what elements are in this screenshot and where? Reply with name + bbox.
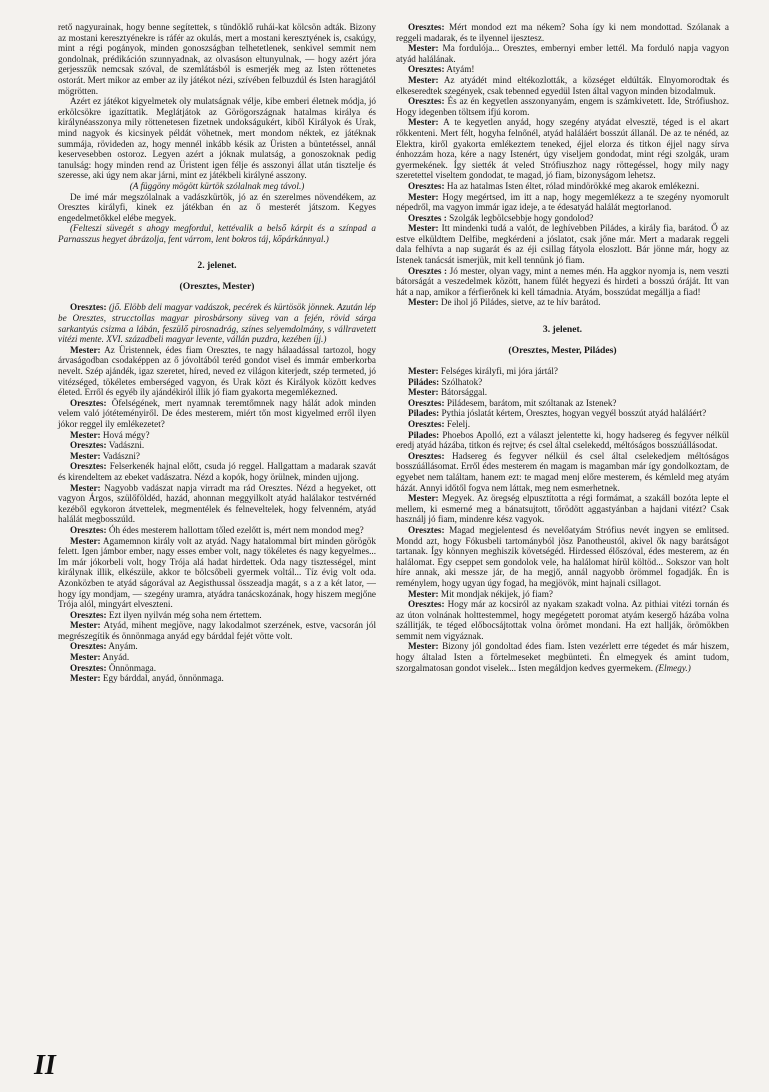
dialogue-text: Agamemnon király volt az atyád. Nagy hatalommal bírt minden görögök felett. Igen jámbor ember, nagy esses ember volt, nagy tökéletes és nagy kegyelmes... Im már jókorbeli volt, hogy Trója alá hadat hirdettek. Oda nagy tisztességel, mint királynak illik, elkészüle, akkor te bölcsőbeli gyermek voltál... Tíz évig volt oda. Azonközben te atyád ságorával az Aegisthussal összeadja magát, s a z a két lator, — hogy így mondjam, — szegény uramra, atyádra tanácskozának, hogy hiszem megjőne Trója alól, mingyárt elveszteni. <box>58 535 376 610</box>
speaker-name: Oresztes: <box>408 22 445 32</box>
dialogue-text: Önnönmaga. <box>108 662 157 673</box>
dialogue-text: Hová mégy? <box>102 429 150 440</box>
dialogue-text: Szolgák legbölcsebbje hogy gondolod? <box>449 212 594 223</box>
scene-title: 2. jelenet. <box>197 260 237 272</box>
speaker-name: Pilades: <box>408 429 440 440</box>
dialogue-line <box>396 525 729 589</box>
speaker-name: Oresztes: <box>70 609 107 620</box>
dialogue-line <box>396 377 729 388</box>
dialogue-line <box>396 192 729 213</box>
dialogue-text: Itt mindenki tudá a valót, de leghívebben Piládes, a király fia, barátod. Ő az estve elküldtem Delfibe, megkérdeni a jóslatot, csak jőne már. Mert a madarak reggeli dala felhívta a nap sugarát és az éji csillag fátyola eloszlott. Bár jönne már, hogy az Istenek tanácsát ismerjük, mit kell tennünk jó fiam. <box>396 223 729 266</box>
speaker-name: Oresztes: <box>408 450 445 461</box>
speaker-name: Mester: <box>408 588 439 599</box>
speaker-name: Mester: <box>408 191 439 202</box>
speaker-name: Oresztes: <box>70 440 107 451</box>
left-column <box>58 22 376 684</box>
dialogue-text: Egy bárddal, anyád, önnönmaga. <box>102 673 224 684</box>
speaker-name: Oresztes : <box>408 265 448 276</box>
dialogue-text: Bizony jól gondoltad édes fiam. Isten vezérlett erre tégedet és már hiszem, hogy általad Isten a förtelmeseket megbünteti. Én elmegyek és amint tudom, szorgalmatosan gondot viselek... Isten megáldjon kedves gyermekem. <box>396 641 730 673</box>
speaker-name: Oresztes: <box>70 461 107 472</box>
dialogue-line <box>58 440 376 451</box>
speaker-name: Oresztes: <box>70 302 107 313</box>
dialogue-line <box>396 408 729 419</box>
dialogue-text: Óh édes mesterem hallottam tőled ezelőtt is, mért nem mondod meg? <box>108 524 364 535</box>
dialogue-text: De ihol jő Piládes, sietve, az te hív barátod. <box>440 297 601 308</box>
speaker-name: Mester: <box>408 223 439 234</box>
dialogue-line <box>58 673 376 684</box>
speaker-name: Mester: <box>408 387 439 398</box>
dialogue-text: Anyám. <box>108 641 138 652</box>
dialogue-line <box>396 451 729 493</box>
dialogue-line <box>58 430 376 441</box>
speaker-name: Mester: <box>408 297 439 308</box>
dialogue-text: Anyád. <box>102 652 130 663</box>
dialogue-text: Az Üristennek, édes fiam Oresztes, te nagy hálaadással tartozol, hogy árvaságodban csodaképpen az ő jóvoltából teréd gondot visel és immár emberkorba nevelt. Szép ajándék, igaz szeretet, híred, neved ez világon kiterjedt, szép termeted, jó vitézséged, tökéletes emberséged vagyon, és Urak közt és Királyok között kedves életed. Erről és egyéb ily ajándékiról illik jó fiam gyakorta megemlékezned. <box>58 344 377 398</box>
speaker-name: Mester: <box>408 43 439 54</box>
scene-cast: (Oresztes, Mester, Piládes) <box>508 345 617 357</box>
dialogue-line <box>396 64 729 75</box>
dialogue-line <box>396 493 729 525</box>
dialogue-line <box>396 22 729 43</box>
speaker-name: Oresztes: <box>408 599 445 610</box>
dialogue-text: Phoebos Apolló, ezt a választ jelentette ki, hogy hadsereg és fegyver nélkül eredj atyád házába, titkon és rejtve; és csel által cselekedd, méltóságos bosszúállásodat. <box>396 429 730 451</box>
speaker-name: Mester: <box>70 620 101 631</box>
speaker-name: Mester: <box>408 641 439 652</box>
dialogue-line <box>396 297 729 308</box>
speaker-name: Oresztes: <box>408 64 445 75</box>
dialogue-text: Ezt ilyen nyilván még soha nem értettem. <box>108 609 262 620</box>
dialogue-text: Magad megjelentesd és nevelőatyám Strófius nevét ingyen se emlitsed. Mondd azt, hogy Fókusbeli tartományból jösz Panotheustól, akivel ők nagy barátságot tartanak. Így könnyen meghiszik követségéd. Hirdessed élőszóval, édes mesterem, az én halálomat. Egy cseppet sem gondolok vele, ha halálomat hírül költöd... Sokszor van holt híre annak, aki messze jár, de ha megjő, annál nagyobb örömmel fogadják. Én is reménylem, hogy ugyan úgy fogad, ha megjövök, mint hajnali csillagot. <box>396 524 729 588</box>
speaker-name: Oresztes: <box>70 524 107 535</box>
dialogue-line <box>58 483 376 525</box>
dialogue-text: Atyám! <box>446 64 475 75</box>
dialogue-text: A te kegyetlen anyád, hogy szegény atyádat elvesztë, téged is el akart rőkkenteni. Mert félt, hogyha felnőnél, atyád haláláért bosszút állanál. De az te nénéd, az Elektra, kiről gyakorta emlékeztem teneked, éjjel elorzа és titkon éjjel nagy sírva énhozzám hoza, kére a nagy Istenért, úgy viseljem gondodat, mint régi szolgák, uram gyermekének. Így siették át veled Strófiuszhoz nagy röttegéssel, hogy mily nagy szeretettel viseltem gondodat, te magad, jó fiam, bizonyságom lehetsz. <box>396 117 729 181</box>
dialogue-line <box>58 652 376 663</box>
dialogue-text: Hogy már az kocsiról az nyakam szakadt volna. Az pithiai vitézi tornán és az úton volnának holttestemmel, hogy megégetett poromat atyám kesergő házába volna szállitják, te téged előbocsájtottak volna örömet mondani. Ha ezt hallják, örömökben semmit nem vigyáznak. <box>396 599 730 641</box>
scene-title: 3. jelenet. <box>542 324 583 336</box>
dialogue-line <box>58 525 376 536</box>
dialogue-text: Hadsereg és fegyver nélkül és csel által cselekedjem méltóságos bosszúállásomat. Erről édes mesterem én magam is magamban már így gondolkoztam, de egyebet nem találtam, hanem ezt: te magad menj előre mesterem, és kémleld meg atyám házát. Annyi időtől fogva nem láttak, meg nem esmerhetnek. <box>396 450 730 493</box>
speaker-name: Oresztes: <box>408 180 445 191</box>
speaker-name: Mester: <box>70 652 101 663</box>
dialogue-line <box>58 610 376 621</box>
speaker-name: Piládes: <box>408 376 440 387</box>
right-column <box>396 22 729 673</box>
dialogue-text: Mért mondod ezt ma nékem? Soha így ki nem mondottad. Szólanak a reggeli madarak, és te ilyennel ijesztesz. <box>396 22 730 43</box>
dialogue-block <box>396 22 729 308</box>
speaker-name: Oresztes : <box>408 212 447 223</box>
dialogue-text: És az én kegyetlen asszonyanyám, engem is számkivetett. Ide, Strófiushoz. Hogy idegenben töltsem ifjú korom. <box>396 96 730 117</box>
speaker-name: Mester: <box>408 366 439 377</box>
dialogue-text: Szólhatok? <box>441 376 483 387</box>
dialogue-line <box>396 181 729 192</box>
speaker-name: Mester: <box>408 117 439 128</box>
speaker-name: Oresztes: <box>408 397 445 408</box>
speaker-name: Oresztes: <box>408 96 445 107</box>
dialogue-text: Mit mondjak nékijek, jó fiam? <box>440 588 553 599</box>
dialogue-line <box>396 223 729 265</box>
dialogue-line <box>396 430 729 451</box>
dialogue-text: Felséges királyfi, mi jóra jártál? <box>440 366 559 377</box>
dialogue-line <box>58 398 376 430</box>
speaker-name: Oresztes: <box>408 419 445 429</box>
stage-direction: (A függöny mögött kürtök szólalnak meg távol.) <box>129 180 305 191</box>
speaker-name: Mester: <box>408 74 439 85</box>
dialogue-line <box>396 213 729 224</box>
page-number: II <box>34 1050 56 1081</box>
dialogue-line <box>396 43 729 64</box>
intro-paragraph: De imé már megszólalnak a vadászkürtök, jó az én szerelmes növendékem, az Oresztes királyfi, kinek ez játékban én az ő mesterét játszom. Kegyes engedelmetőkkel elébe megyek. <box>58 191 376 223</box>
speaker-name: Oresztes: <box>70 641 107 652</box>
dialogue-line <box>396 96 729 117</box>
dialogue-line <box>396 387 729 398</box>
intro-paragraph: Azért ez játékot kigyelmetek oly mulatságnak vélje, kibe emberi életnek módja, jó erkölcsökre igazíttatik. Meglátjátok az Görögországnak hatalmas királya és királynéasszonya mily röttenetesen fizetnek undokságukért, kiből Királyok és Urak, mind nagyok és kicsinyek példát vöhetnek, mert mondom néktek, ez játéknak summája, rövideden az, hogy mennél inkább késik az Üristen a büntetéssel, annál keservesebben ostoroz. Legyen azért a jóknak mulatság, a gonoszoknak pedig tanulság: hogy minden rend az Üristent igen félje és asszonyi állat után tisztelje és szeresse, aki úgy nem akar járni, mint ez játékbeli királyné asszony. <box>58 96 376 181</box>
dialogue-text: Vadászni? <box>102 450 140 461</box>
scene-cast: (Oresztes, Mester) <box>179 281 255 293</box>
dialogue-text: Ha az hatalmas Isten éltet, rólad mindörökké meg akarok emlékezni. <box>446 180 700 191</box>
dialogue-line <box>58 663 376 674</box>
dialogue-line <box>396 419 729 430</box>
dialogue-line <box>396 117 729 181</box>
dialogue-line <box>58 461 376 482</box>
dialogue-text: Megyek. Az öregség elpusztította a régi formámat, a szakáll bozóta lepte el mellem, ki esmerné meg a bánatsujtott, tőrödött aggastyánban a hajdani vitézt? Csak használj jó fiam, mindenre kész vagyok. <box>396 493 729 525</box>
dialogue-text: (jő. Elöbb deli magyar vadászok, pecérek és kürtösök jönnek. Azután lép be Oresztes, strucctollas magyar pirosbársony süveg van a fején, rövid sárga sarkantyús csizma a lábán, feszülő pirosnadrág, színes selyemdolmány, s vállravetett vitézi mente. XVI. századbeli magyar levente, vállán puzdra, kezében íjj.) <box>58 302 376 345</box>
dialogue-text: Bátorsággal. <box>440 387 488 398</box>
speaker-name: Mester: <box>408 493 439 504</box>
dialogue-line <box>58 620 376 641</box>
speaker-name: Oresztes: <box>408 524 445 535</box>
speaker-name: Mester: <box>70 344 101 355</box>
speaker-name: Oresztes: <box>70 397 107 408</box>
dialogue-text: Ma fordulója... Oresztes, embernyi ember lettél. Ma forduló napja vagyon atyád halálának. <box>396 43 730 64</box>
dialogue-line <box>58 641 376 652</box>
speaker-name: Mester: <box>70 535 101 546</box>
speaker-name: Oresztes: <box>70 662 107 673</box>
dialogue-text: Jó mester, olyan vagy, mint a nemes mén. Ha aggkor nyomja is, nem veszti bátorságát a veszedelmek között, hanem fülét hegyezi és hirdeti a bosszú óráját. Itt van hát a nap, amikor a férfierőnek ki kell támadnia. Atyám, bosszúdat megállja a fiad! <box>396 265 729 297</box>
dialogue-line <box>396 75 729 96</box>
dialogue-text: Felserkenék hajnal előtt, csuda jó reggel. Hallgattam a madarak szavát és kirendeltem az ebeket vadászatra. Nézd a kopók, hogy örülnek, minden ujjong. <box>58 461 377 482</box>
dialogue-line <box>58 345 376 398</box>
dialogue-block <box>58 302 376 683</box>
dialogue-text: Piládesem, barátom, mit szóltanak az Istenek? <box>446 397 617 408</box>
dialogue-line <box>58 451 376 462</box>
stage-direction: (Felteszi süvegét s ahogy megfordul, kettévalik a belső kárpit és a színpad a Parnasszus hegyet ábrázolja, fent várrom, lent bokros táj, kőpárkánnyal.) <box>58 223 376 244</box>
dialogue-line <box>396 641 729 673</box>
dialogue-text: Vadászni. <box>108 440 145 451</box>
stage-direction: (Elmegy.) <box>655 662 691 673</box>
dialogue-text: Az atyádét mind eltékozlották, a községet eldúlták. Elnyomorodtak és elkeseredtek szegények, csak tebenned egyedül Isten által vagyon minden bizodalmuk. <box>396 74 729 96</box>
speaker-name: Pilades: <box>408 408 440 419</box>
dialogue-line <box>58 536 376 610</box>
speaker-name: Mester: <box>70 450 101 461</box>
dialogue-text: Hogy megértsed, im itt a nap, hogy megemlékezz a te szegény nyomorult népedről, ma vagyon immár igaz ideje, a te édesatyád halálát megtorlanod. <box>396 191 730 213</box>
dialogue-line <box>396 599 729 641</box>
dialogue-block <box>396 366 729 673</box>
speaker-name: Mester: <box>70 429 101 440</box>
dialogue-line <box>396 398 729 409</box>
dialogue-text: Atyád, mihent megjöve, nagy lakodalmot szerzének, estve, vacsorán jól megrészegítik és önnönmaga anyád egy bárddal fejét vötte volt. <box>58 620 376 641</box>
speaker-name: Mester: <box>70 673 101 684</box>
dialogue-text: Felelj. <box>446 419 471 429</box>
dialogue-text: Nagyobb vadászat napja virradt ma rád Oresztes. Nézd a hegyeket, ott vagyon Árgos, szülőföldéd, hazád, ahonnan meggyilkolt atyád halálakor testvérnéd kezéből egykoron átvettelek, megmentélek és felneveltelek, hogy felvenném, atyád halálát megbosszúld. <box>58 482 376 525</box>
speaker-name: Mester: <box>70 482 101 493</box>
dialogue-text: Öfelségének, mert nyamnak teremtőmnek nagy hálát adok minden velem való jótéteményiről. De édes mesterem, miért tőn most kigyelmed erről ilyen jókor reggel ily emlékezetet? <box>58 397 376 429</box>
dialogue-line <box>396 589 729 600</box>
dialogue-line <box>396 266 729 298</box>
dialogue-text: Pythia jóslatát kértem, Oresztes, hogyan vegyél bosszút atyád haláláért? <box>441 408 707 419</box>
dialogue-line <box>396 366 729 377</box>
intro-paragraph: rető nagyurainak, hogy benne segítettek, s tündöklő ruhái-kat kölcsön adták. Bizony az mostani keresztyénekre is ráfér az okulás, mert a mostani keresztyének is, csakúgy, mint a régi pogányok, minden gonoszságban telhetetlenek, senkivel semmit nem gondolnak, prédikáción szunnyadnak, az olvasáson eltunyulnak, — hogy azért jóra gerjesszük nemcsak szóval, de szemlátásból is esmerjék meg az Isten röttenetes ostorát. Mert mikor az ember az ily játékot nézi, szívében felbuzdúl és Isten haragjától mögrötten. <box>58 22 376 96</box>
dialogue-line <box>58 302 376 344</box>
